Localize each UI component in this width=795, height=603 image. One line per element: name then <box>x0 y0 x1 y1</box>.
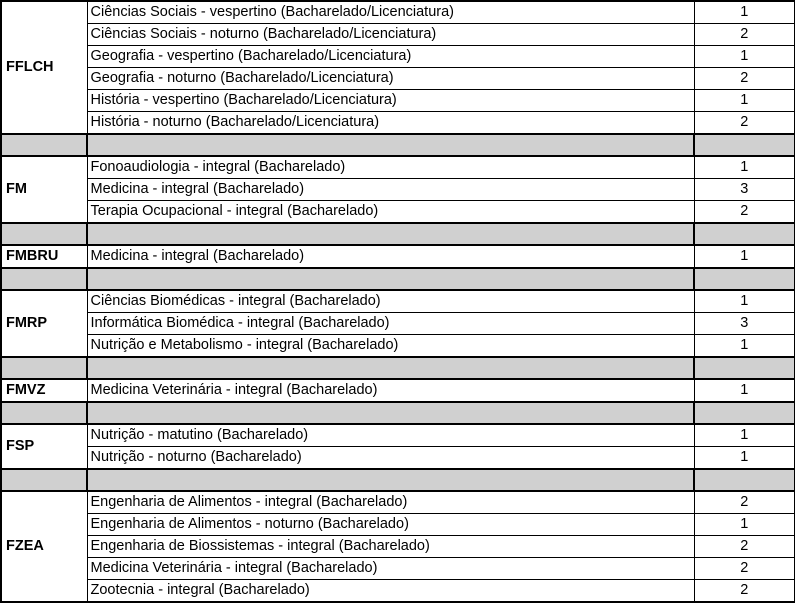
separator-cell <box>1 469 87 491</box>
table-row <box>1 491 795 514</box>
institute-cell: FSP <box>1 424 87 469</box>
separator-cell <box>1 268 87 290</box>
table-row <box>1 90 795 112</box>
course-count-cell: 3 <box>694 313 795 335</box>
course-name-cell: Nutrição - matutino (Bacharelado) <box>87 424 694 447</box>
course-name-cell: Terapia Ocupacional - integral (Bacharelado) <box>87 201 694 224</box>
course-count-cell: 1 <box>694 514 795 536</box>
table-row <box>1 179 795 201</box>
course-name-cell: Zootecnia - integral (Bacharelado) <box>87 580 694 603</box>
separator-cell <box>694 357 795 379</box>
separator-row <box>1 223 795 245</box>
separator-cell <box>694 402 795 424</box>
table-row <box>1 424 795 447</box>
separator-cell <box>1 134 87 156</box>
course-name-cell: Engenharia de Biossistemas - integral (Bacharelado) <box>87 536 694 558</box>
course-count-cell: 1 <box>694 1 795 24</box>
course-count-cell: 1 <box>694 46 795 68</box>
separator-cell <box>1 223 87 245</box>
course-count-cell: 2 <box>694 201 795 224</box>
course-name-cell: Medicina Veterinária - integral (Bacharelado) <box>87 379 694 402</box>
institute-cell: FMVZ <box>1 379 87 402</box>
separator-cell <box>87 134 694 156</box>
course-name-cell: Geografia - noturno (Bacharelado/Licenciatura) <box>87 68 694 90</box>
separator-cell <box>694 134 795 156</box>
course-count-cell: 2 <box>694 24 795 46</box>
table-row <box>1 335 795 358</box>
separator-cell <box>694 469 795 491</box>
table-row <box>1 68 795 90</box>
course-count-cell: 1 <box>694 290 795 313</box>
course-count-cell: 2 <box>694 112 795 135</box>
course-name-cell: Nutrição - noturno (Bacharelado) <box>87 447 694 470</box>
course-name-cell: Medicina - integral (Bacharelado) <box>87 179 694 201</box>
separator-cell <box>87 223 694 245</box>
separator-cell <box>694 223 795 245</box>
course-name-cell: Ciências Biomédicas - integral (Bacharelado) <box>87 290 694 313</box>
table-row <box>1 1 795 24</box>
separator-cell <box>87 268 694 290</box>
table-row <box>1 558 795 580</box>
separator-row <box>1 357 795 379</box>
separator-row <box>1 268 795 290</box>
institute-cell: FM <box>1 156 87 223</box>
table-row <box>1 580 795 603</box>
course-name-cell: Engenharia de Alimentos - noturno (Bacharelado) <box>87 514 694 536</box>
table-row <box>1 313 795 335</box>
separator-row <box>1 134 795 156</box>
course-count-cell: 1 <box>694 335 795 358</box>
course-count-cell: 2 <box>694 580 795 603</box>
courses-table-body <box>1 1 795 602</box>
course-count-cell: 2 <box>694 68 795 90</box>
table-row <box>1 447 795 470</box>
course-count-cell: 2 <box>694 558 795 580</box>
table-row <box>1 514 795 536</box>
table-row <box>1 245 795 268</box>
course-name-cell: História - vespertino (Bacharelado/Licenciatura) <box>87 90 694 112</box>
institute-cell: FFLCH <box>1 1 87 134</box>
table-row <box>1 24 795 46</box>
course-count-cell: 1 <box>694 156 795 179</box>
course-name-cell: Fonoaudiologia - integral (Bacharelado) <box>87 156 694 179</box>
course-name-cell: Engenharia de Alimentos - integral (Bacharelado) <box>87 491 694 514</box>
table-row <box>1 379 795 402</box>
course-count-cell: 1 <box>694 379 795 402</box>
separator-row <box>1 402 795 424</box>
course-count-cell: 1 <box>694 447 795 470</box>
table-row <box>1 536 795 558</box>
separator-cell <box>87 357 694 379</box>
course-count-cell: 1 <box>694 245 795 268</box>
table-row <box>1 112 795 135</box>
course-name-cell: Medicina Veterinária - integral (Bacharelado) <box>87 558 694 580</box>
table-row <box>1 156 795 179</box>
table-row <box>1 46 795 68</box>
course-count-cell: 2 <box>694 491 795 514</box>
institute-cell: FMRP <box>1 290 87 357</box>
separator-cell <box>87 469 694 491</box>
separator-cell <box>87 402 694 424</box>
course-name-cell: História - noturno (Bacharelado/Licenciatura) <box>87 112 694 135</box>
course-count-cell: 2 <box>694 536 795 558</box>
course-count-cell: 1 <box>694 424 795 447</box>
course-name-cell: Geografia - vespertino (Bacharelado/Licenciatura) <box>87 46 694 68</box>
table-row <box>1 201 795 224</box>
separator-row <box>1 469 795 491</box>
course-name-cell: Nutrição e Metabolismo - integral (Bacharelado) <box>87 335 694 358</box>
separator-cell <box>694 268 795 290</box>
course-count-cell: 1 <box>694 90 795 112</box>
table-row <box>1 290 795 313</box>
institute-cell: FZEA <box>1 491 87 602</box>
course-name-cell: Ciências Sociais - noturno (Bacharelado/Licenciatura) <box>87 24 694 46</box>
course-name-cell: Ciências Sociais - vespertino (Bacharelado/Licenciatura) <box>87 1 694 24</box>
course-name-cell: Informática Biomédica - integral (Bacharelado) <box>87 313 694 335</box>
institute-cell: FMBRU <box>1 245 87 268</box>
separator-cell <box>1 357 87 379</box>
course-name-cell: Medicina - integral (Bacharelado) <box>87 245 694 268</box>
course-count-cell: 3 <box>694 179 795 201</box>
separator-cell <box>1 402 87 424</box>
